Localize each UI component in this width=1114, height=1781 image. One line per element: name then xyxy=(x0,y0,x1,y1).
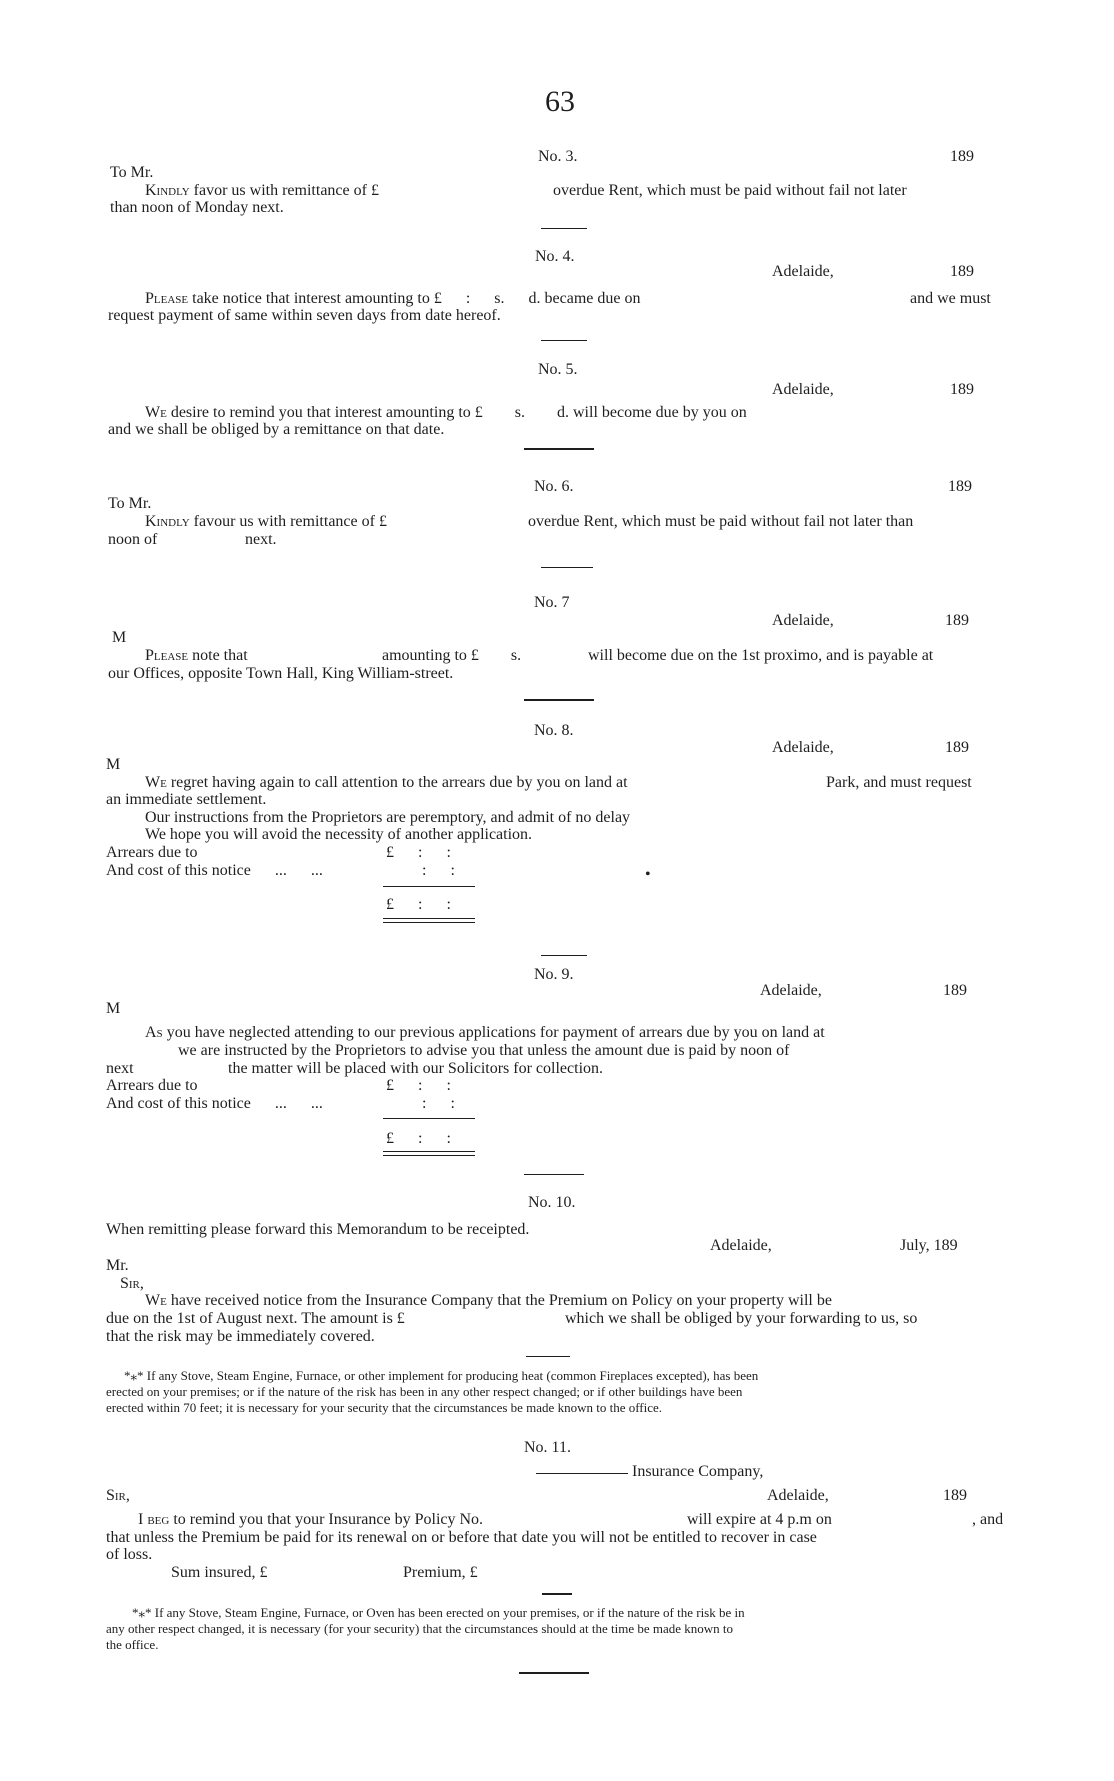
divider xyxy=(526,1356,570,1357)
lead-word: Please xyxy=(145,647,189,664)
place-field: Adelaide, xyxy=(772,612,834,629)
arrears-label: Arrears due to xyxy=(106,1077,198,1094)
year-field: 189 xyxy=(945,612,969,629)
lead-word: We xyxy=(145,774,167,791)
notice-body-line: amounting to £ s. xyxy=(382,647,522,664)
notice-body-line xyxy=(145,404,747,422)
notice-body-line xyxy=(145,1292,1007,1310)
notice-body-line: request payment of same within seven days from date hereof. xyxy=(108,307,501,324)
footnote-line: erected within 70 feet; it is necessary for your security that the circumstances be made known to the office. xyxy=(106,1400,663,1415)
notice-body-line: We hope you will avoid the necessity of another application. xyxy=(145,826,533,843)
amount-columns: £ : : xyxy=(386,1077,451,1094)
amount-columns: £ : : xyxy=(386,844,451,861)
footnote-line xyxy=(132,1605,745,1620)
footnote-text: If any Stove, Steam Engine, Furnace, or Oven has been erected on your premises, or if the nature of the risk be in xyxy=(151,1605,745,1620)
notice-body-line xyxy=(145,774,628,792)
notice-body-line: of loss. xyxy=(106,1546,153,1563)
notice-body-line: that unless the Premium be paid for its renewal on or before that date you will not be entitled to recover in case xyxy=(106,1529,817,1546)
body-text: take notice that interest amounting to £ : s. d. became due on xyxy=(188,290,641,307)
place-field: Adelaide, xyxy=(772,739,834,756)
notice-body-line xyxy=(145,1024,825,1042)
divider xyxy=(524,448,594,450)
addressee: Mr. xyxy=(106,1257,129,1274)
notice-body-line: we are instructed by the Proprietors to advise you that unless the amount due is paid by noon of xyxy=(178,1042,790,1059)
year-field: 189 xyxy=(945,739,969,756)
year-field: 189 xyxy=(950,263,974,280)
place-field: Adelaide, xyxy=(772,381,834,398)
amount-columns: : : xyxy=(422,1095,455,1112)
body-text: to remind you that your Insurance by Policy No. xyxy=(169,1511,484,1528)
notice-body-line: noon of xyxy=(108,531,158,548)
body-text: favour us with remittance of £ xyxy=(189,513,387,530)
addressee: M xyxy=(106,756,121,773)
lead-word: We xyxy=(145,1292,167,1309)
notice-body-line xyxy=(145,647,248,665)
form-number-4: No. 4. xyxy=(535,248,575,265)
salutation: Sir, xyxy=(120,1275,144,1292)
notice-body-line: and we must xyxy=(910,290,991,307)
company-blank-line xyxy=(536,1473,628,1474)
notice-body-line: due on the 1st of August next. The amount is £ xyxy=(106,1310,405,1327)
total-columns: £ : : xyxy=(386,896,451,913)
notice-body-line xyxy=(145,182,379,200)
form-number-5: No. 5. xyxy=(538,361,578,378)
sum-rule xyxy=(383,886,475,887)
notice-body-line: an immediate settlement. xyxy=(106,791,267,808)
form-number-10: No. 10. xyxy=(528,1194,576,1211)
notice-body-line: that the risk may be immediately covered. xyxy=(106,1328,375,1345)
place-field: Adelaide, xyxy=(760,982,822,999)
year-field: 189 xyxy=(950,381,974,398)
notice-body-line: than noon of Monday next. xyxy=(110,199,284,216)
asterism-icon: *⁎* xyxy=(132,1605,152,1620)
place-field: Adelaide, xyxy=(710,1237,772,1254)
form-number-8: No. 8. xyxy=(534,722,574,739)
form-number-9: No. 9. xyxy=(534,966,574,983)
notice-body-line: , and xyxy=(972,1511,1004,1528)
asterism-icon: *⁎* xyxy=(124,1368,144,1383)
notice-body-line: Our instructions from the Proprietors are peremptory, and admit of no delay xyxy=(145,809,631,826)
year-field: 189 xyxy=(943,982,967,999)
stray-mark: • xyxy=(645,866,651,883)
notice-body-line: overdue Rent, which must be paid without fail not later than xyxy=(528,513,914,530)
form-number-3: No. 3. xyxy=(538,148,578,165)
footnote-text: If any Stove, Steam Engine, Furnace, or other implement for producing heat (common Fireplaces excepted), has been xyxy=(143,1368,759,1383)
divider xyxy=(541,228,587,229)
salutation: Sir, xyxy=(106,1487,130,1504)
end-rule xyxy=(519,1672,589,1674)
addressee: M xyxy=(112,629,127,646)
notice-body-line: Park, and must request xyxy=(826,774,972,791)
divider xyxy=(524,1174,584,1175)
double-rule xyxy=(383,1151,475,1156)
cost-label: And cost of this notice ... ... xyxy=(106,1095,323,1112)
lead-word: As xyxy=(145,1024,163,1041)
notice-body-line: which we shall be obliged by your forwarding to us, so xyxy=(565,1310,918,1327)
lead-word: Kindly xyxy=(145,513,190,530)
footnote-line: any other respect changed, it is necessary (for your security) that the circumstances should at the time be made known to xyxy=(106,1621,734,1636)
amount-columns: : : xyxy=(422,862,455,879)
lead-word: We xyxy=(145,404,167,421)
notice-body-line xyxy=(138,1511,483,1529)
body-text: favor us with remittance of £ xyxy=(189,182,379,199)
year-field: 189 xyxy=(950,148,974,165)
body-text: have received notice from the Insurance Company that the Premium on Policy on your property will be xyxy=(166,1292,832,1309)
lead-word: Kindly xyxy=(145,182,190,199)
form-number-6: No. 6. xyxy=(534,478,574,495)
notice-body-line: and we shall be obliged by a remittance on that date. xyxy=(108,421,445,438)
addressee: M xyxy=(106,1000,121,1017)
place-field: Adelaide, xyxy=(767,1487,829,1504)
notice-body-line xyxy=(145,513,387,531)
divider xyxy=(541,955,587,956)
body-text: note that xyxy=(188,647,248,664)
notice-body-line: next. xyxy=(245,531,277,548)
double-rule xyxy=(383,918,475,923)
lead-word: Please xyxy=(145,290,189,307)
divider xyxy=(541,567,593,568)
sum-insured-label: Sum insured, £ xyxy=(171,1564,268,1581)
divider xyxy=(541,340,587,341)
date-field: July, 189 xyxy=(900,1237,958,1254)
premium-label: Premium, £ xyxy=(403,1564,478,1581)
footnote-line: erected on your premises; or if the nature of the risk has been in any other respect changed; or if other buildings have been xyxy=(106,1384,743,1399)
year-field: 189 xyxy=(943,1487,967,1504)
notice-body-line: next xyxy=(106,1060,134,1077)
notice-body-line: overdue Rent, which must be paid without fail not later xyxy=(553,182,907,199)
footnote-line xyxy=(124,1368,758,1383)
footnote-line: the office. xyxy=(106,1637,159,1652)
sum-rule xyxy=(383,1118,475,1119)
arrears-label: Arrears due to xyxy=(106,844,198,861)
notice-body-line: our Offices, opposite Town Hall, King William-street. xyxy=(108,665,454,682)
company-name: Insurance Company, xyxy=(632,1463,764,1480)
memo-line: When remitting please forward this Memorandum to be receipted. xyxy=(106,1221,530,1238)
notice-body-line xyxy=(145,290,640,308)
body-text: regret having again to call attention to the arrears due by you on land at xyxy=(166,774,628,791)
total-columns: £ : : xyxy=(386,1130,451,1147)
form-number-7: No. 7 xyxy=(534,594,570,611)
place-field: Adelaide, xyxy=(772,263,834,280)
divider xyxy=(542,1593,572,1595)
body-text: you have neglected attending to our previous applications for payment of arrears due by you on land at xyxy=(162,1024,825,1041)
page-number: 63 xyxy=(545,85,575,118)
divider xyxy=(524,699,594,701)
notice-body-line: will become due on the 1st proximo, and is payable at xyxy=(588,647,934,664)
body-text: desire to remind you that interest amounting to £ s. d. will become due by you on xyxy=(166,404,747,421)
form-number-11: No. 11. xyxy=(524,1439,571,1456)
addressee: To Mr. xyxy=(110,164,154,181)
cost-label: And cost of this notice ... ... xyxy=(106,862,323,879)
lead-word: I xyxy=(138,1511,144,1528)
year-field: 189 xyxy=(948,478,972,495)
notice-body-line: the matter will be placed with our Solicitors for collection. xyxy=(228,1060,604,1077)
notice-body-line: will expire at 4 p.m on xyxy=(687,1511,832,1528)
lead-word: beg xyxy=(143,1511,170,1528)
addressee: To Mr. xyxy=(108,495,152,512)
